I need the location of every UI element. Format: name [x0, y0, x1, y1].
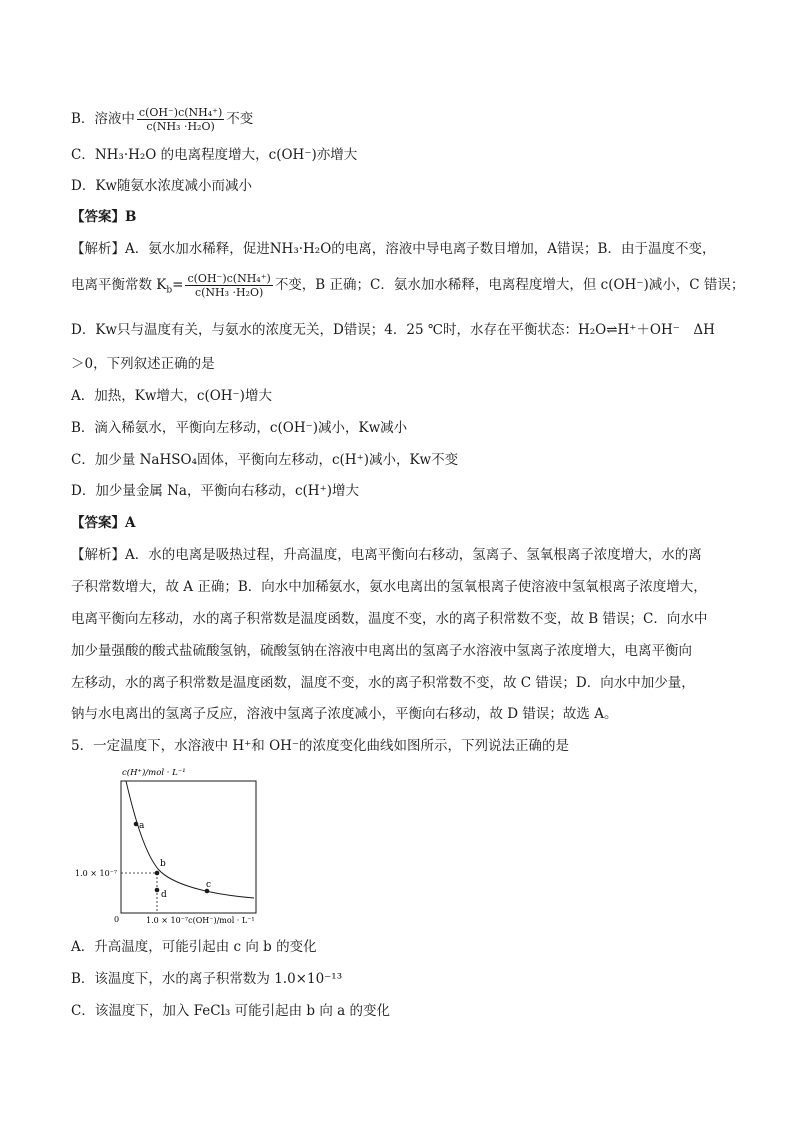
q5-figure [66, 764, 276, 930]
q3-option-d: D．Kw随氨水浓度减小而减小 [71, 178, 252, 194]
figure-frame [121, 781, 256, 913]
figure-label-d: d [161, 890, 167, 900]
exp-sub: b [166, 285, 173, 296]
exp-eq: = [172, 277, 184, 293]
q3-explanation-fraction [185, 272, 272, 299]
q4-option-d: D．加少量金属 Na，平衡向右移动，c(H⁺)增大 [71, 483, 359, 499]
q4-explanation-line-6: 钠与水电离出的氢离子反应，溶液中氢离子浓度减小，平衡向右移动，故 D 错误；故选 A。 [71, 706, 618, 722]
fraction-numerator: c(OH⁻)c(NH₄⁺) [138, 106, 223, 119]
figure-label-c: c [206, 880, 212, 890]
fraction-numerator: c(OH⁻)c(NH₄⁺) [187, 272, 271, 285]
exp-suffix: 不变，B 正确；C．氨水加水稀释，电离程度增大，但 c(OH⁻)减小，C 错误； [274, 277, 745, 293]
q3-option-c: C．NH₃·H₂O 的电离程度增大，c(OH⁻)亦增大 [71, 147, 358, 163]
q5-option-b: B．该温度下，水的离子积常数为 1.0×10⁻¹³ [71, 971, 343, 987]
q5-option-a: A．升高温度，可能引起由 c 向 b 的变化 [71, 939, 317, 955]
q3-explanation-line-2 [71, 272, 744, 301]
q4-answer: 【答案】A [71, 515, 136, 531]
exp-prefix: 电离平衡常数 K [71, 277, 167, 293]
figure-point-d [155, 888, 160, 893]
figure-y-tick-label: 1.0 × 10⁻⁷ [75, 869, 118, 878]
figure-label-a: a [139, 821, 145, 831]
q4-explanation-line-3: 电离平衡向左移动，水的离子积常数是温度函数，温度不变，水的离子积常数不变，故 B 错误；C．向水中 [71, 611, 708, 627]
figure-x-axis-label: 1.0 × 10⁻⁷c(OH⁻)/mol · L⁻¹ [146, 916, 255, 925]
figure-y-axis-label: c(H⁺)/mol · L⁻¹ [122, 768, 186, 778]
q5-option-c: C．该温度下，加入 FeCl₃ 可能引起由 b 向 a 的变化 [71, 1003, 390, 1019]
q3-option-b-prefix: B．溶液中 [71, 111, 135, 127]
figure-point-a [134, 822, 139, 827]
q3-explanation-line-3: D．Kw只与温度有关，与氨水的浓度无关，D错误；4．25 ℃时，水存在平衡状态：H₂O⇌H⁺＋OH⁻ ΔH [71, 322, 715, 338]
q4-option-b: B．滴入稀氨水，平衡向左移动，c(OH⁻)减小，Kw减小 [71, 420, 408, 436]
q4-stem-tail: ＞0，下列叙述正确的是 [71, 356, 215, 372]
figure-curve [126, 781, 254, 898]
q3-option-b-fraction [137, 106, 224, 133]
q3-option-b [71, 106, 253, 133]
fraction-denominator: c(NH₃ ·H₂O) [146, 120, 215, 133]
q4-option-a: A．加热，Kw增大，c(OH⁻)增大 [71, 388, 272, 404]
figure-origin-label: 0 [114, 915, 120, 924]
q4-explanation-line-1: 【解析】A．水的电离是吸热过程，升高温度，电离平衡向右移动，氢离子、氢氧根离子浓度增大，水的离 [71, 547, 702, 563]
q4-explanation-line-5: 左移动，水的离子积常数是温度函数，温度不变，水的离子积常数不变，故 C 错误；D．向水中加少量， [71, 675, 695, 691]
q5-stem: 5．一定温度下，水溶液中 H⁺和 OH⁻的浓度变化曲线如图所示，下列说法正确的是 [71, 738, 570, 754]
q4-option-c: C．加少量 NaHSO₄固体，平衡向左移动，c(H⁺)减小，Kw不变 [71, 452, 459, 468]
figure-label-b: b [160, 859, 166, 869]
q4-explanation-line-2: 子积常数增大，故 A 正确；B．向水中加稀氨水，氨水电离出的氢氧根离子使溶液中氢氧根离子浓度增大， [71, 579, 707, 595]
q4-explanation-line-4: 加少量强酸的酸式盐硫酸氢钠，硫酸氢钠在溶液中电离出的氢离子水溶液中氢离子浓度增大，电离平衡向 [71, 643, 692, 659]
figure-point-b [155, 871, 160, 876]
q3-answer: 【答案】B [71, 209, 137, 225]
q3-explanation-line-1: 【解析】A．氨水加水稀释，促进NH₃·H₂O的电离，溶液中导电离子数目增加，A错误；B．由于温度不变， [71, 241, 716, 257]
fraction-denominator: c(NH₃ ·H₂O) [194, 286, 264, 299]
q3-option-b-suffix: 不变 [226, 111, 254, 127]
